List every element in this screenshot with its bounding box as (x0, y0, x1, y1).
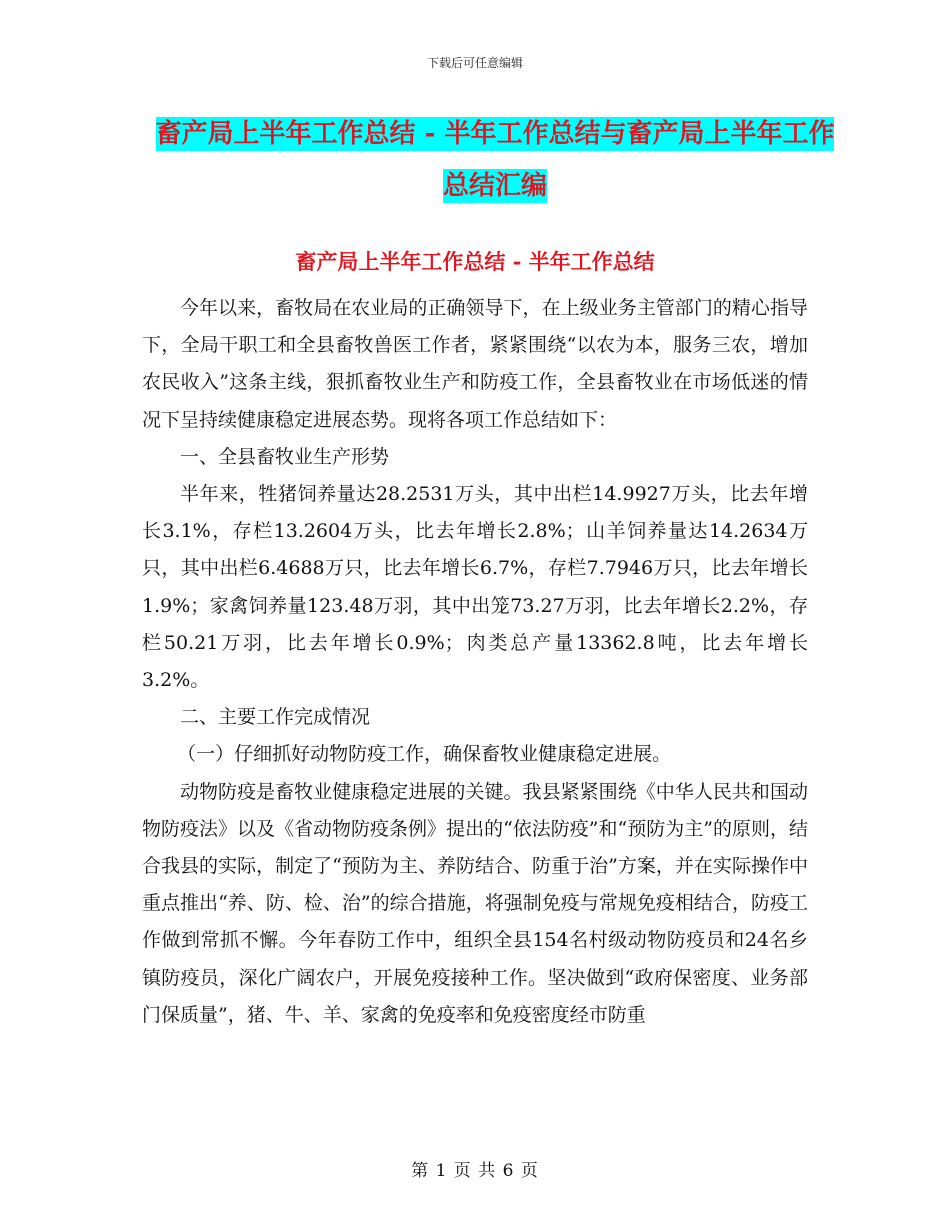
header-note: 下载后可任意编辑 (426, 56, 523, 70)
main-title (150, 108, 840, 212)
paragraph-epidemic: 动物防疫是畜牧业健康稳定进展的关键。我县紧紧围绕《中华人民共和国动物防疫法》以及《省动物防疫条例》提出的“依法防疫”和“预防为主”的原则，结合我县的实际，制定了“预防为主、养防结合、防重于治”方案，并在实际操作中重点推出“养、防、检、治”的综合措施，将强制免疫与常规免疫相结合，防疫工作做到常抓不懈。今年春防工作中，组织全县154名村级动物防疫员和24名乡镇防疫员，深化广阔农户，开展免疫接种工作。坚决做到“政府保密度、业务部门保质量”，猪、牛、羊、家禽的免疫率和免疫密度经市防重 (142, 780, 808, 1026)
sub-title: 畜产局上半年工作总结 - 半年工作总结 (295, 249, 655, 274)
section-heading-2: 二、主要工作完成情况 (180, 706, 371, 729)
main-title-text: 畜产局上半年工作总结 - 半年工作总结与畜产局上半年工作总结汇编 (155, 119, 835, 201)
subsection-heading-1: （一）仔细抓好动物防疫工作，确保畜牧业健康稳定进展。 (177, 743, 672, 766)
document-body (142, 290, 808, 1034)
paragraph-production: 半年来，牲猪饲养量达28.2531万头，其中出栏14.9927万头，比去年增长3.1%，存栏13.2604万头，比去年增长2.8%；山羊饲养量达14.2634万只，其中出栏6.4688万只，比去年增长6.7%，存栏7.7946万只，比去年增长1.9%；家禽饲养量123.48万羽，其中出笼73.27万羽，比去年增长2.2%，存栏50.21万羽，比去年增长0.9%；肉类总产量13362.8吨，比去年增长3.2%。 (142, 483, 808, 692)
section-heading-1: 一、全县畜牧业生产形势 (180, 445, 390, 468)
page-footer: 第 1 页 共 6 页 (411, 1161, 539, 1181)
paragraph-intro: 今年以来，畜牧局在农业局的正确领导下，在上级业务主管部门的精心指导下，全局干职工和全县畜牧兽医工作者，紧紧围绕“以农为本，服务三农，增加农民收入”这条主线，狠抓畜牧业生产和防疫工作，全县畜牧业在市场低迷的情况下呈持续健康稳定进展态势。现将各项工作总结如下： (142, 297, 808, 431)
